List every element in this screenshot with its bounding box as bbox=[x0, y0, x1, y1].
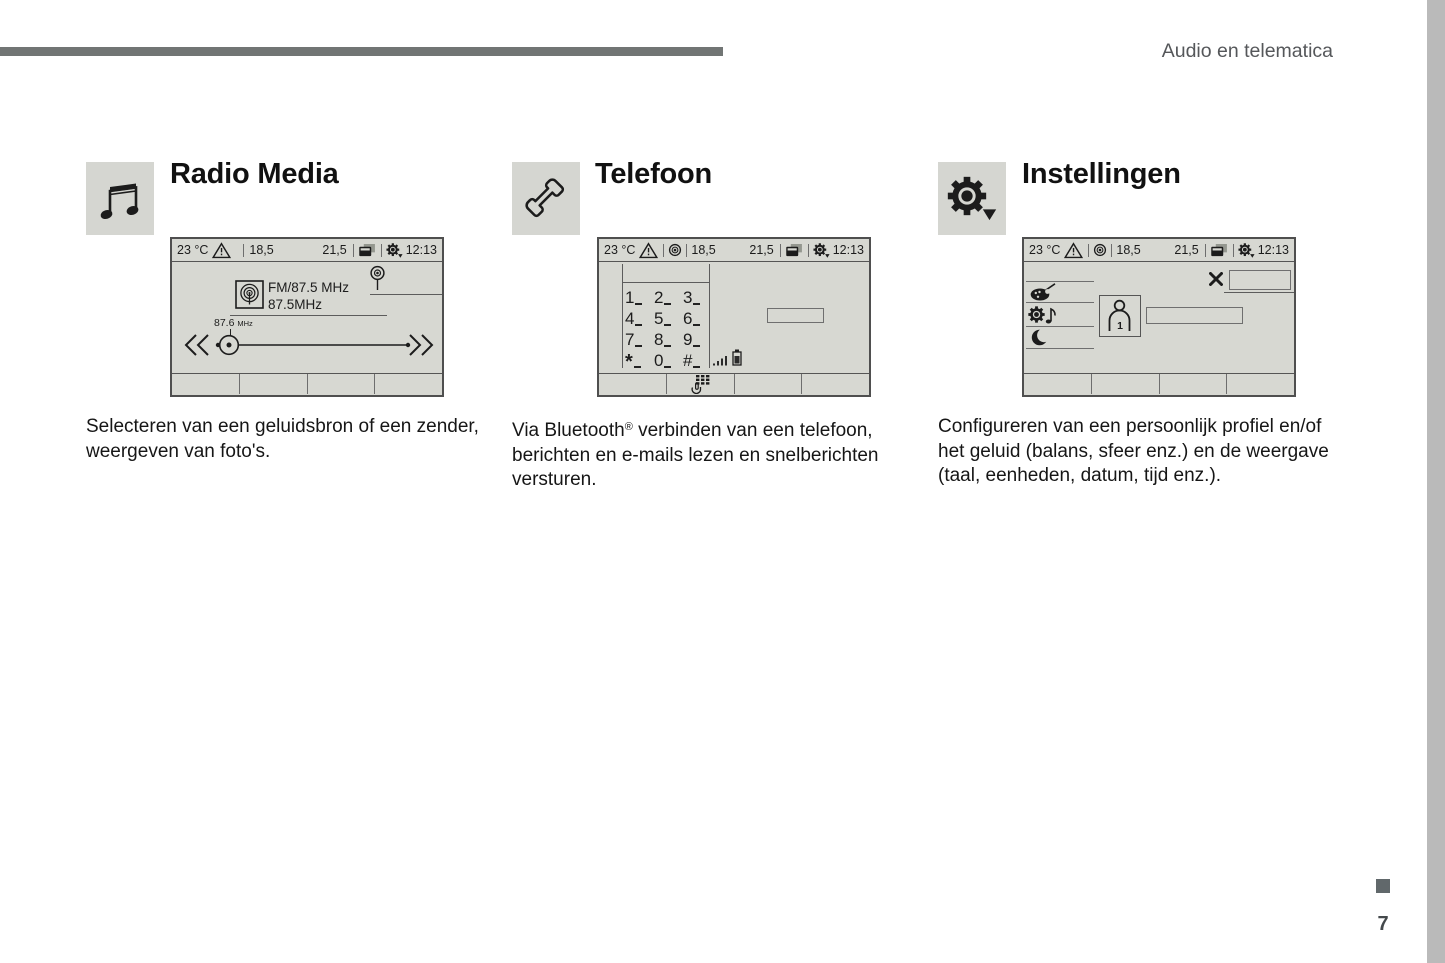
display-stack-icon bbox=[1211, 244, 1228, 257]
keypad-key: # bbox=[681, 349, 709, 370]
music-notes-icon bbox=[97, 175, 143, 223]
status-divider bbox=[353, 244, 354, 257]
close-field bbox=[1229, 270, 1291, 290]
status-divider bbox=[780, 244, 781, 257]
temp-outside: 23 °C bbox=[604, 243, 636, 257]
menu-line bbox=[1026, 302, 1094, 303]
status-divider bbox=[381, 244, 382, 257]
frequency-label: 87.6 MHz bbox=[214, 317, 253, 329]
softkey bbox=[1091, 374, 1159, 394]
profile-name-field bbox=[1146, 307, 1243, 324]
sound-settings-icon bbox=[1028, 305, 1058, 325]
menu-line bbox=[1026, 326, 1094, 327]
fm-station-line2: 87.5MHz bbox=[268, 296, 323, 312]
instellingen-softkeys bbox=[1024, 373, 1294, 394]
page-number: 7 bbox=[1377, 913, 1389, 935]
temp-left-value: 18,5 bbox=[249, 243, 274, 257]
battery-icon bbox=[732, 349, 742, 366]
keypad-key: 5 bbox=[652, 307, 681, 328]
registered-mark: ® bbox=[624, 421, 633, 433]
warning-icon bbox=[212, 242, 231, 259]
keypad-border-right bbox=[709, 264, 710, 368]
broadcast-icon bbox=[1093, 243, 1107, 257]
tuner-slider bbox=[182, 331, 436, 359]
temp-right-value: 21,5 bbox=[749, 243, 774, 257]
palette-icon bbox=[1030, 283, 1057, 301]
station-underline bbox=[230, 315, 387, 316]
status-divider bbox=[1088, 244, 1089, 257]
radio-statusbar bbox=[172, 239, 442, 262]
radio-softkeys bbox=[172, 373, 442, 394]
status-divider bbox=[808, 244, 809, 257]
display-stack-icon bbox=[359, 244, 376, 257]
profile-number: 1 bbox=[1117, 320, 1123, 332]
softkey bbox=[1024, 374, 1091, 394]
fm-station-line1: FM/87.5 MHz bbox=[268, 280, 350, 295]
telefoon-description: Via Bluetooth® verbinden van een telefoon, berichten en e-mails lezen en snelberichten versturen. bbox=[512, 420, 879, 490]
radio-screen bbox=[170, 237, 444, 397]
softkey-keypad bbox=[666, 374, 734, 394]
section-title-instellingen: Instellingen bbox=[1022, 158, 1181, 190]
warning-icon bbox=[639, 242, 658, 259]
profile-box bbox=[1099, 295, 1141, 337]
night-mode-icon bbox=[1031, 328, 1051, 347]
preset-line bbox=[370, 294, 442, 295]
temp-left-value: 18,5 bbox=[1116, 243, 1141, 257]
keypad-key: 3 bbox=[681, 286, 709, 307]
softkey bbox=[1226, 374, 1294, 394]
display-stack-icon bbox=[786, 244, 803, 257]
clock: 12:13 bbox=[405, 243, 437, 257]
phone-keypad bbox=[623, 286, 709, 373]
gear-arrow-icon bbox=[1238, 243, 1255, 258]
softkey bbox=[599, 374, 666, 394]
warning-icon bbox=[1064, 242, 1083, 259]
temp-left-value: 18,5 bbox=[691, 243, 716, 257]
softkey bbox=[801, 374, 869, 394]
keypad-key: 7 bbox=[623, 328, 652, 349]
section-title-telefoon: Telefoon bbox=[595, 158, 713, 190]
softkey bbox=[172, 374, 239, 394]
gear-arrow-icon bbox=[947, 176, 997, 221]
station-icon bbox=[235, 280, 264, 309]
temp-right-value: 21,5 bbox=[1174, 243, 1199, 257]
radio-description: Selecteren van een geluidsbron of een zender, weergeven van foto's. bbox=[86, 416, 479, 462]
phone-handset-icon bbox=[522, 175, 570, 223]
menu-line bbox=[1026, 348, 1094, 349]
softkey bbox=[239, 374, 307, 394]
number-entry-line bbox=[622, 282, 710, 283]
keypad-key: 8 bbox=[652, 328, 681, 349]
antenna-icon bbox=[369, 265, 386, 292]
close-icon bbox=[1209, 272, 1223, 286]
instellingen-tile bbox=[938, 162, 1006, 235]
softkey bbox=[1159, 374, 1227, 394]
status-divider bbox=[686, 244, 687, 257]
radio-media-tile bbox=[86, 162, 154, 235]
status-divider bbox=[1205, 244, 1206, 257]
telefoon-softkeys bbox=[599, 373, 869, 394]
keypad-hand-icon bbox=[690, 375, 710, 394]
header-rule bbox=[0, 47, 723, 56]
status-divider bbox=[243, 244, 244, 257]
keypad-key-star: * bbox=[623, 349, 652, 370]
keypad-key: 9 bbox=[681, 328, 709, 349]
page-edge-strip bbox=[1427, 0, 1445, 963]
instellingen-statusbar bbox=[1024, 239, 1294, 262]
telefoon-main bbox=[599, 262, 869, 373]
softkey bbox=[734, 374, 802, 394]
gear-arrow-icon bbox=[813, 243, 830, 258]
status-divider bbox=[1111, 244, 1112, 257]
footer-square bbox=[1376, 879, 1390, 893]
chapter-header: Audio en telematica bbox=[1161, 40, 1333, 62]
telefoon-screen bbox=[597, 237, 871, 397]
status-divider bbox=[1233, 244, 1234, 257]
gear-arrow-icon bbox=[386, 243, 403, 258]
menu-line bbox=[1026, 281, 1094, 282]
keypad-key: 2 bbox=[652, 286, 681, 307]
section-title-radio-media: Radio Media bbox=[170, 158, 339, 190]
softkey bbox=[307, 374, 375, 394]
instellingen-screen bbox=[1022, 237, 1296, 397]
softkey bbox=[374, 374, 442, 394]
contact-field bbox=[767, 308, 824, 323]
temp-outside: 23 °C bbox=[1029, 243, 1061, 257]
telefoon-tile bbox=[512, 162, 580, 235]
keypad-key: 4 bbox=[623, 307, 652, 328]
clock: 12:13 bbox=[1257, 243, 1289, 257]
radio-main bbox=[172, 262, 442, 373]
status-divider bbox=[663, 244, 664, 257]
temp-outside: 23 °C bbox=[177, 243, 209, 257]
instellingen-description: Configureren van een persoonlijk profiel en/of het geluid (balans, sfeer enz.) en de weergave (taal, eenheden, datum, tijd enz.). bbox=[938, 416, 1329, 486]
broadcast-icon bbox=[668, 243, 682, 257]
close-underline bbox=[1224, 292, 1294, 293]
keypad-key: 6 bbox=[681, 307, 709, 328]
telefoon-statusbar bbox=[599, 239, 869, 262]
temp-right-value: 21,5 bbox=[322, 243, 347, 257]
signal-bars-icon bbox=[713, 354, 728, 366]
instellingen-main bbox=[1024, 262, 1294, 373]
keypad-key: 1 bbox=[623, 286, 652, 307]
keypad-key: 0 bbox=[652, 349, 681, 370]
clock: 12:13 bbox=[832, 243, 864, 257]
